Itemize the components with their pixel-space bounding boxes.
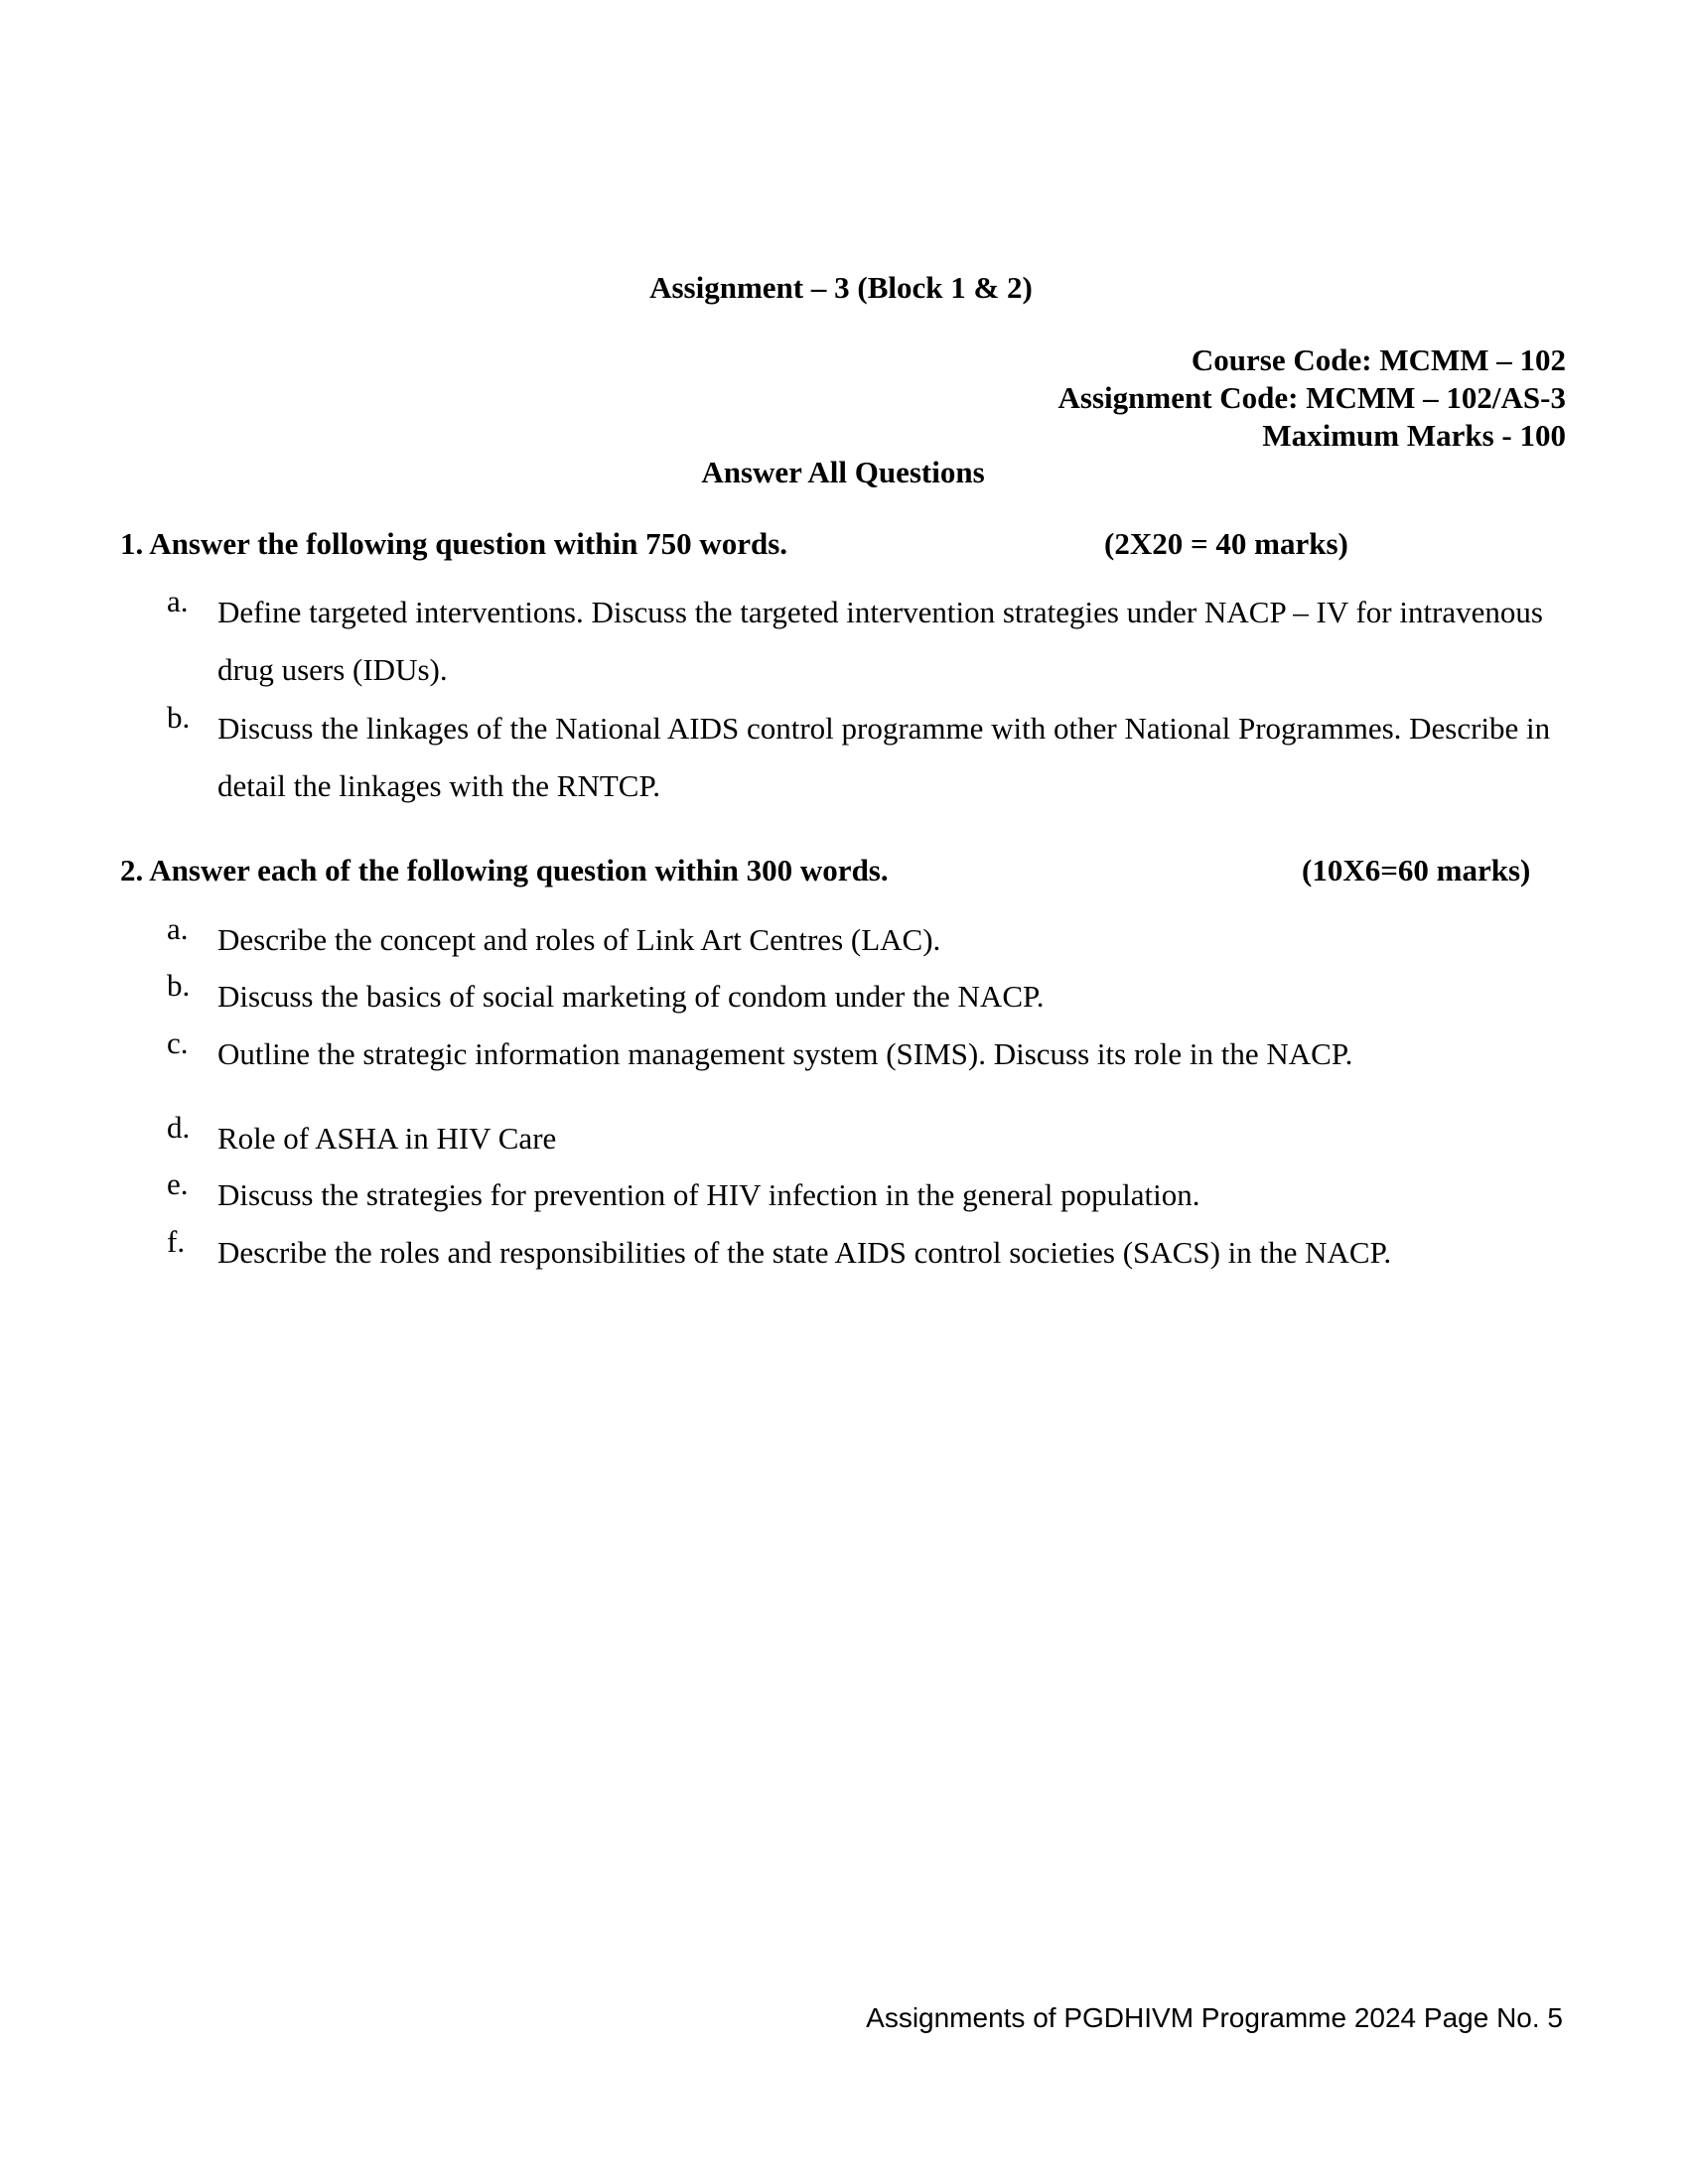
item-text: Discuss the strategies for prevention of HIV infection in the general population.: [217, 1177, 1200, 1212]
item-text: Discuss the linkages of the National AIDS control programme with other National Programmes. Describe in detail the linkages with the RNTCP.: [217, 711, 1551, 803]
assignment-title: Assignment – 3 (Block 1 & 2): [649, 270, 1033, 305]
item-letter: d.: [167, 1110, 191, 1145]
item-text: Role of ASHA in HIV Care: [217, 1121, 557, 1156]
question-2-item-a: [167, 911, 1577, 969]
item-letter: b.: [167, 700, 191, 735]
question-2-marks: (10X6=60 marks): [1302, 853, 1531, 887]
item-text: Describe the concept and roles of Link Art Centres (LAC).: [217, 922, 941, 957]
question-2-item-d: [167, 1110, 1577, 1167]
course-code: Course Code: MCMM – 102: [1191, 342, 1566, 377]
assignment-meta: [1058, 341, 1566, 455]
item-letter: a.: [167, 911, 189, 946]
item-text: Describe the roles and responsibilities of the state AIDS control societies (SACS) in the NACP.: [217, 1235, 1392, 1270]
item-text: Define targeted interventions. Discuss the targeted intervention strategies under NACP – IV for intravenous drug users (IDUs).: [217, 595, 1543, 687]
question-2-item-e: [167, 1166, 1577, 1224]
item-text: Discuss the basics of social marketing of condom under the NACP.: [217, 979, 1045, 1014]
assignment-code: Assignment Code: MCMM – 102/AS-3: [1057, 380, 1566, 415]
item-letter: a.: [167, 584, 189, 618]
question-1-heading: 1. Answer the following question within 750 words.: [120, 526, 788, 561]
question-2-item-b: [167, 968, 1577, 1025]
item-letter: e.: [167, 1166, 189, 1201]
maximum-marks: Maximum Marks - 100: [1262, 418, 1566, 453]
item-text: Outline the strategic information management system (SIMS). Discuss its role in the NACP.: [217, 1036, 1353, 1071]
item-letter: c.: [167, 1025, 189, 1060]
question-2-item-f: [167, 1224, 1577, 1282]
question-2-heading: 2. Answer each of the following question within 300 words.: [120, 853, 889, 887]
question-2-item-c: [167, 1025, 1577, 1083]
question-1-item-a: [167, 584, 1577, 699]
page-footer: Assignments of PGDHIVM Programme 2024 Page No. 5: [866, 2002, 1563, 2033]
question-1-item-b: [167, 700, 1577, 815]
item-letter: b.: [167, 968, 191, 1003]
instruction-heading: Answer All Questions: [701, 455, 985, 489]
item-letter: f.: [167, 1224, 186, 1259]
question-1-marks: (2X20 = 40 marks): [1104, 526, 1348, 561]
